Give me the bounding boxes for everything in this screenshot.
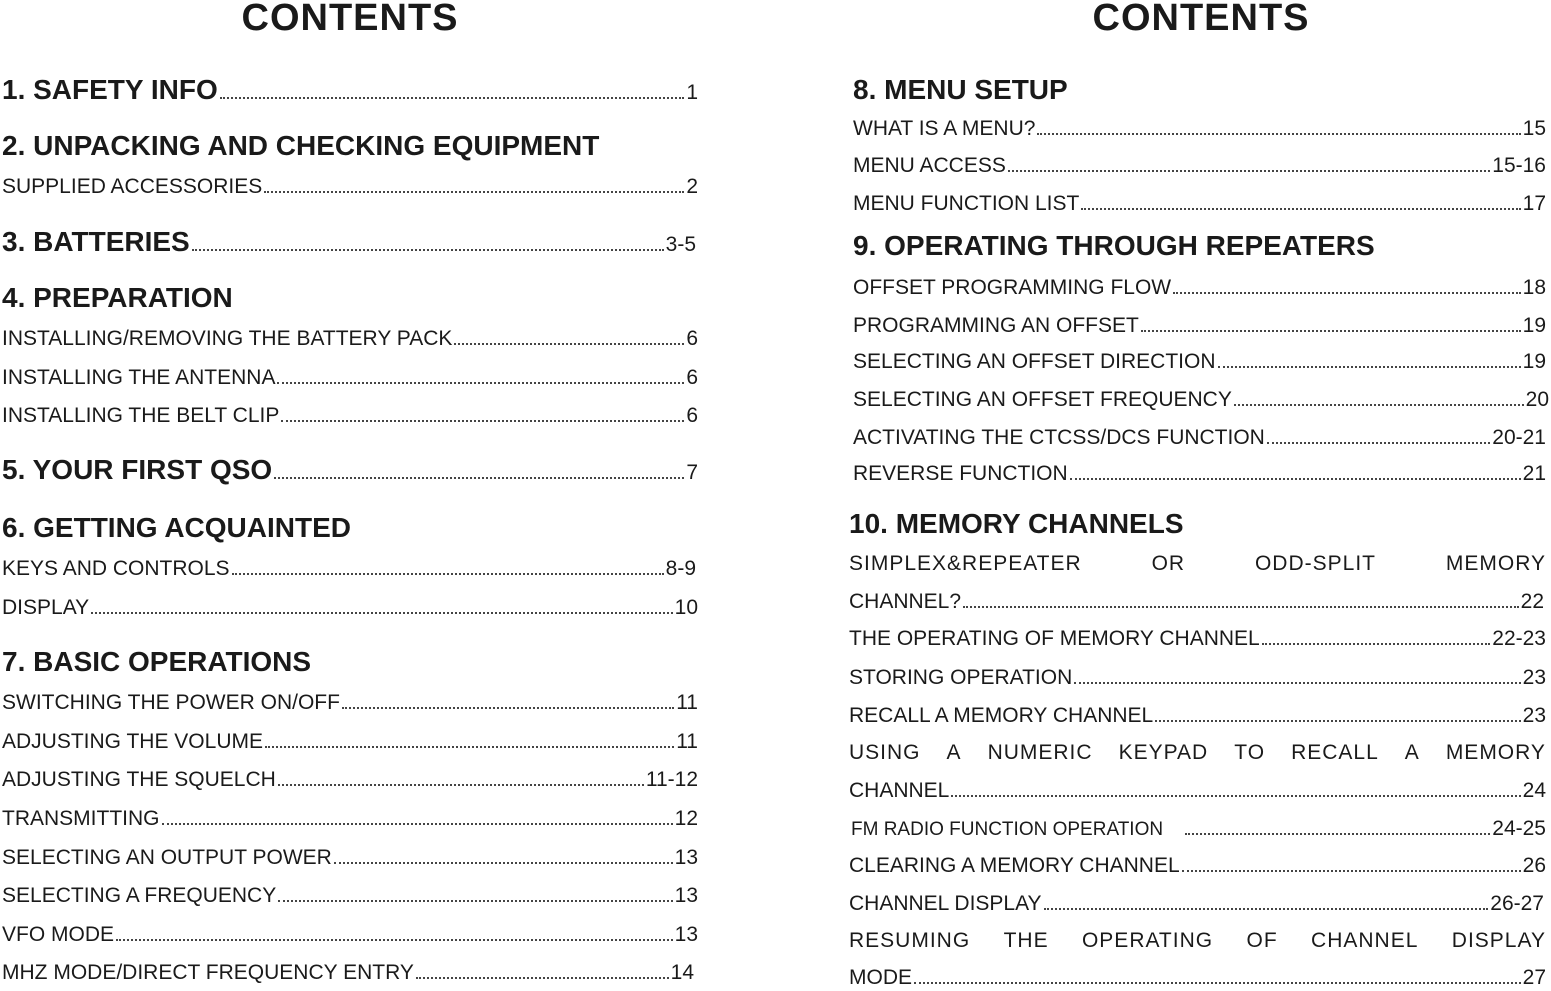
toc-entry-title: WHAT IS A MENU? [853,117,1036,140]
toc-entry-transmitting[interactable] [2,806,698,832]
toc-page-number: 13 [674,846,698,869]
dot-leader [264,191,684,193]
toc-entry-title: SELECTING A FREQUENCY [2,884,277,907]
toc-entry-title: ACTIVATING THE CTCSS/DCS FUNCTION [853,426,1265,449]
toc-entry-fm-radio[interactable] [851,816,1546,843]
toc-page-number: 20 [1525,388,1549,411]
toc-entry-output-power[interactable] [2,845,698,871]
toc-word: A [1404,741,1420,764]
toc-entry-title: MENU FUNCTION LIST [853,192,1080,215]
toc-word: OPERATING [1081,929,1214,952]
toc-section-menu-setup[interactable]: 8. MENU SETUP [853,74,1068,105]
toc-entry-title: SELECTING AN OFFSET DIRECTION [853,350,1216,373]
toc-section-memory-channels[interactable]: 10. MEMORY CHANNELS [849,508,1184,539]
toc-entry-title: INSTALLING/REMOVING THE BATTERY PACK [2,327,453,350]
toc-page-number: 15-16 [1492,154,1546,177]
toc-entry-title: 1. SAFETY INFO [2,74,218,105]
toc-page-number: 21 [1522,462,1546,485]
toc-page-number: 6 [686,366,698,389]
toc-entry-offset-flow[interactable] [853,275,1546,301]
dot-leader [1173,292,1521,294]
toc-entry-title: TRANSMITTING [2,807,160,830]
toc-entry-battery-pack[interactable] [2,326,698,352]
dot-leader [416,977,669,979]
dot-leader [116,939,673,941]
dot-leader [1185,833,1490,835]
toc-word: THE [1003,929,1049,952]
toc-entry-title: SWITCHING THE POWER ON/OFF [2,691,340,714]
dot-leader [1234,404,1524,406]
dot-leader [281,420,684,422]
toc-entry-squelch[interactable] [2,767,698,793]
page-title-left: CONTENTS [241,0,459,39]
toc-entry-clearing-memory[interactable] [849,853,1546,879]
toc-entry-storing-operation[interactable] [849,665,1546,691]
toc-word: RECALL [1291,741,1379,764]
toc-word: MEMORY [1445,552,1546,575]
dot-leader [220,97,685,99]
toc-entry-title: FM RADIO FUNCTION OPERATION [851,819,1164,840]
dot-leader [1037,133,1520,135]
toc-section-repeaters[interactable]: 9. OPERATING THROUGH REPEATERS [853,230,1375,261]
toc-entry-belt-clip[interactable] [2,403,698,429]
toc-entry-supplied-accessories[interactable] [2,174,698,200]
toc-page-number: 23 [1522,704,1546,727]
toc-page-number: 15 [1522,117,1546,140]
toc-entry-offset-direction[interactable] [853,349,1546,375]
toc-entry-title: PROGRAMMING AN OFFSET [853,314,1139,337]
dot-leader [278,784,644,786]
toc-page-number: 27 [1522,966,1546,989]
toc-page-number: 24 [1522,779,1546,802]
toc-section-batteries[interactable] [2,226,696,261]
toc-page-number: 12 [674,807,698,830]
toc-entry-programming-offset[interactable] [853,313,1546,339]
dot-leader [951,795,1520,797]
toc-entry-title: REVERSE FUNCTION [853,462,1068,485]
toc-entry-title: STORING OPERATION [849,666,1073,689]
toc-page-number: 19 [1522,350,1546,373]
toc-entry-channel-display[interactable] [849,891,1544,917]
dot-leader [274,477,684,479]
dot-leader [342,707,674,709]
dot-leader [334,862,673,864]
toc-page-number: 11-12 [645,768,698,791]
dot-leader [91,612,672,614]
toc-entry-title: CHANNEL [849,779,950,802]
dot-leader [278,900,672,902]
toc-page-number: 7 [686,461,698,484]
toc-section-unpacking[interactable]: 2. UNPACKING AND CHECKING EQUIPMENT [2,130,600,161]
dot-leader [162,823,673,825]
dot-leader [963,606,1519,608]
toc-entry-title: RECALL A MEMORY CHANNEL [849,704,1154,727]
toc-entry-resuming-line2[interactable] [849,965,1546,991]
toc-entry-reverse-function[interactable] [853,461,1546,487]
toc-entry-title: SELECTING AN OFFSET FREQUENCY [853,388,1232,411]
toc-word: CHANNEL [1311,929,1419,952]
toc-word: A [946,741,962,764]
toc-entry-title: KEYS AND CONTROLS [2,557,230,580]
toc-entry-menu-function-list[interactable] [853,191,1546,217]
dot-leader [232,573,664,575]
toc-word: TO [1234,741,1266,764]
toc-page-number: 8-9 [665,557,696,580]
toc-word: USING [849,741,921,764]
toc-word: OR [1151,552,1186,575]
dot-leader [914,982,1521,984]
toc-page-number: 1 [686,81,698,104]
toc-page-number: 2 [686,175,698,198]
dot-leader [1081,208,1520,210]
dot-leader [1044,908,1489,910]
toc-page-number: 20-21 [1492,426,1546,449]
toc-entry-title: VFO MODE [2,923,115,946]
dot-leader [1155,720,1520,722]
toc-entry-power-on-off[interactable] [2,690,698,716]
toc-section-basic-operations[interactable]: 7. BASIC OPERATIONS [2,646,312,677]
toc-word: ODD-SPLIT [1254,552,1376,575]
toc-page-number: 24-25 [1492,817,1546,840]
toc-entry-simplex-repeater-line2[interactable] [849,589,1544,615]
toc-word: RESUMING [849,929,971,952]
toc-page-number: 10 [674,596,698,619]
dot-leader [1008,170,1490,172]
toc-entry-title: OFFSET PROGRAMMING FLOW [853,276,1172,299]
dot-leader [1218,366,1521,368]
toc-page-number: 11 [676,691,698,714]
toc-entry-title: THE OPERATING OF MEMORY CHANNEL [849,627,1260,650]
toc-entry-offset-frequency[interactable] [853,387,1549,413]
toc-entry-title: MENU ACCESS [853,154,1006,177]
toc-page-number: 19 [1522,314,1546,337]
toc-word: DISPLAY [1451,929,1546,952]
toc-entry-antenna[interactable] [2,365,698,391]
toc-page-number: 13 [674,923,698,946]
toc-entry-volume[interactable] [2,729,698,755]
dot-leader [277,382,684,384]
toc-entry-title: CHANNEL DISPLAY [849,892,1042,915]
toc-entry-ctcss-dcs[interactable] [853,425,1546,451]
toc-page-number: 23 [1522,666,1546,689]
toc-page-number: 17 [1522,192,1546,215]
toc-entry-vfo-mode[interactable] [2,922,698,948]
toc-entry-title: SUPPLIED ACCESSORIES [2,175,263,198]
toc-entry-display[interactable] [2,595,698,621]
toc-entry-resuming-line1[interactable] [849,928,1546,954]
toc-entry-mhz-mode[interactable] [2,960,694,986]
toc-entry-title: CLEARING A MEMORY CHANNEL [849,854,1180,877]
toc-entry-title: MHZ MODE/DIRECT FREQUENCY ENTRY [2,961,414,984]
dot-leader [454,343,684,345]
toc-word: OF [1246,929,1278,952]
toc-word: KEYPAD [1118,741,1209,764]
dot-leader [1070,478,1521,480]
dot-leader [1267,442,1490,444]
dot-leader [265,746,674,748]
dot-leader [1141,330,1521,332]
toc-page-number: 18 [1522,276,1546,299]
toc-word: NUMERIC [987,741,1093,764]
toc-entry-title: ADJUSTING THE VOLUME [2,730,263,753]
toc-section-safety-info[interactable] [2,74,698,109]
dot-leader [1262,643,1491,645]
toc-entry-title: 5. YOUR FIRST QSO [2,454,273,485]
toc-entry-title: INSTALLING THE BELT CLIP [2,404,280,427]
toc-entry-title: MODE [849,966,912,989]
toc-page-number: 6 [686,327,698,350]
toc-page-number: 13 [674,884,698,907]
toc-page-number: 26-27 [1490,892,1544,915]
toc-page-number: 26 [1522,854,1546,877]
toc-entry-title: ADJUSTING THE SQUELCH [2,768,276,791]
toc-entry-simplex-repeater-line1[interactable] [849,551,1546,577]
toc-section-getting-acquainted[interactable]: 6. GETTING ACQUAINTED [2,512,351,543]
toc-page-number: 22-23 [1492,627,1546,650]
toc-page-number: 22 [1520,590,1544,613]
toc-entry-title: CHANNEL? [849,590,962,613]
toc-entry-title: SELECTING AN OUTPUT POWER [2,846,332,869]
toc-entry-what-is-menu[interactable] [853,116,1546,142]
dot-leader [1074,682,1520,684]
toc-page-number: 3-5 [665,233,696,256]
page-title-right: CONTENTS [1092,0,1310,39]
toc-word: MEMORY [1445,741,1546,764]
toc-word: SIMPLEX&REPEATER [849,552,1082,575]
toc-page-number: 14 [670,961,694,984]
toc-entry-numeric-keypad-line1[interactable] [849,740,1546,766]
toc-page-number: 11 [676,730,698,753]
toc-entry-title: INSTALLING THE ANTENNA [2,366,276,389]
toc-section-preparation[interactable]: 4. PREPARATION [2,282,233,313]
dot-leader [1182,870,1521,872]
toc-entry-title: DISPLAY [2,596,90,619]
toc-page-number: 6 [686,404,698,427]
toc-entry-operating-memory[interactable] [849,626,1546,652]
toc-entry-select-frequency[interactable] [2,883,698,909]
toc-entry-recall-memory[interactable] [849,703,1546,729]
toc-entry-numeric-keypad-line2[interactable] [849,778,1546,804]
dot-leader [192,249,664,251]
toc-entry-menu-access[interactable] [853,153,1546,179]
toc-entry-title: 3. BATTERIES [2,226,190,257]
toc-entry-keys-and-controls[interactable] [2,556,696,582]
toc-section-first-qso[interactable] [2,454,698,489]
